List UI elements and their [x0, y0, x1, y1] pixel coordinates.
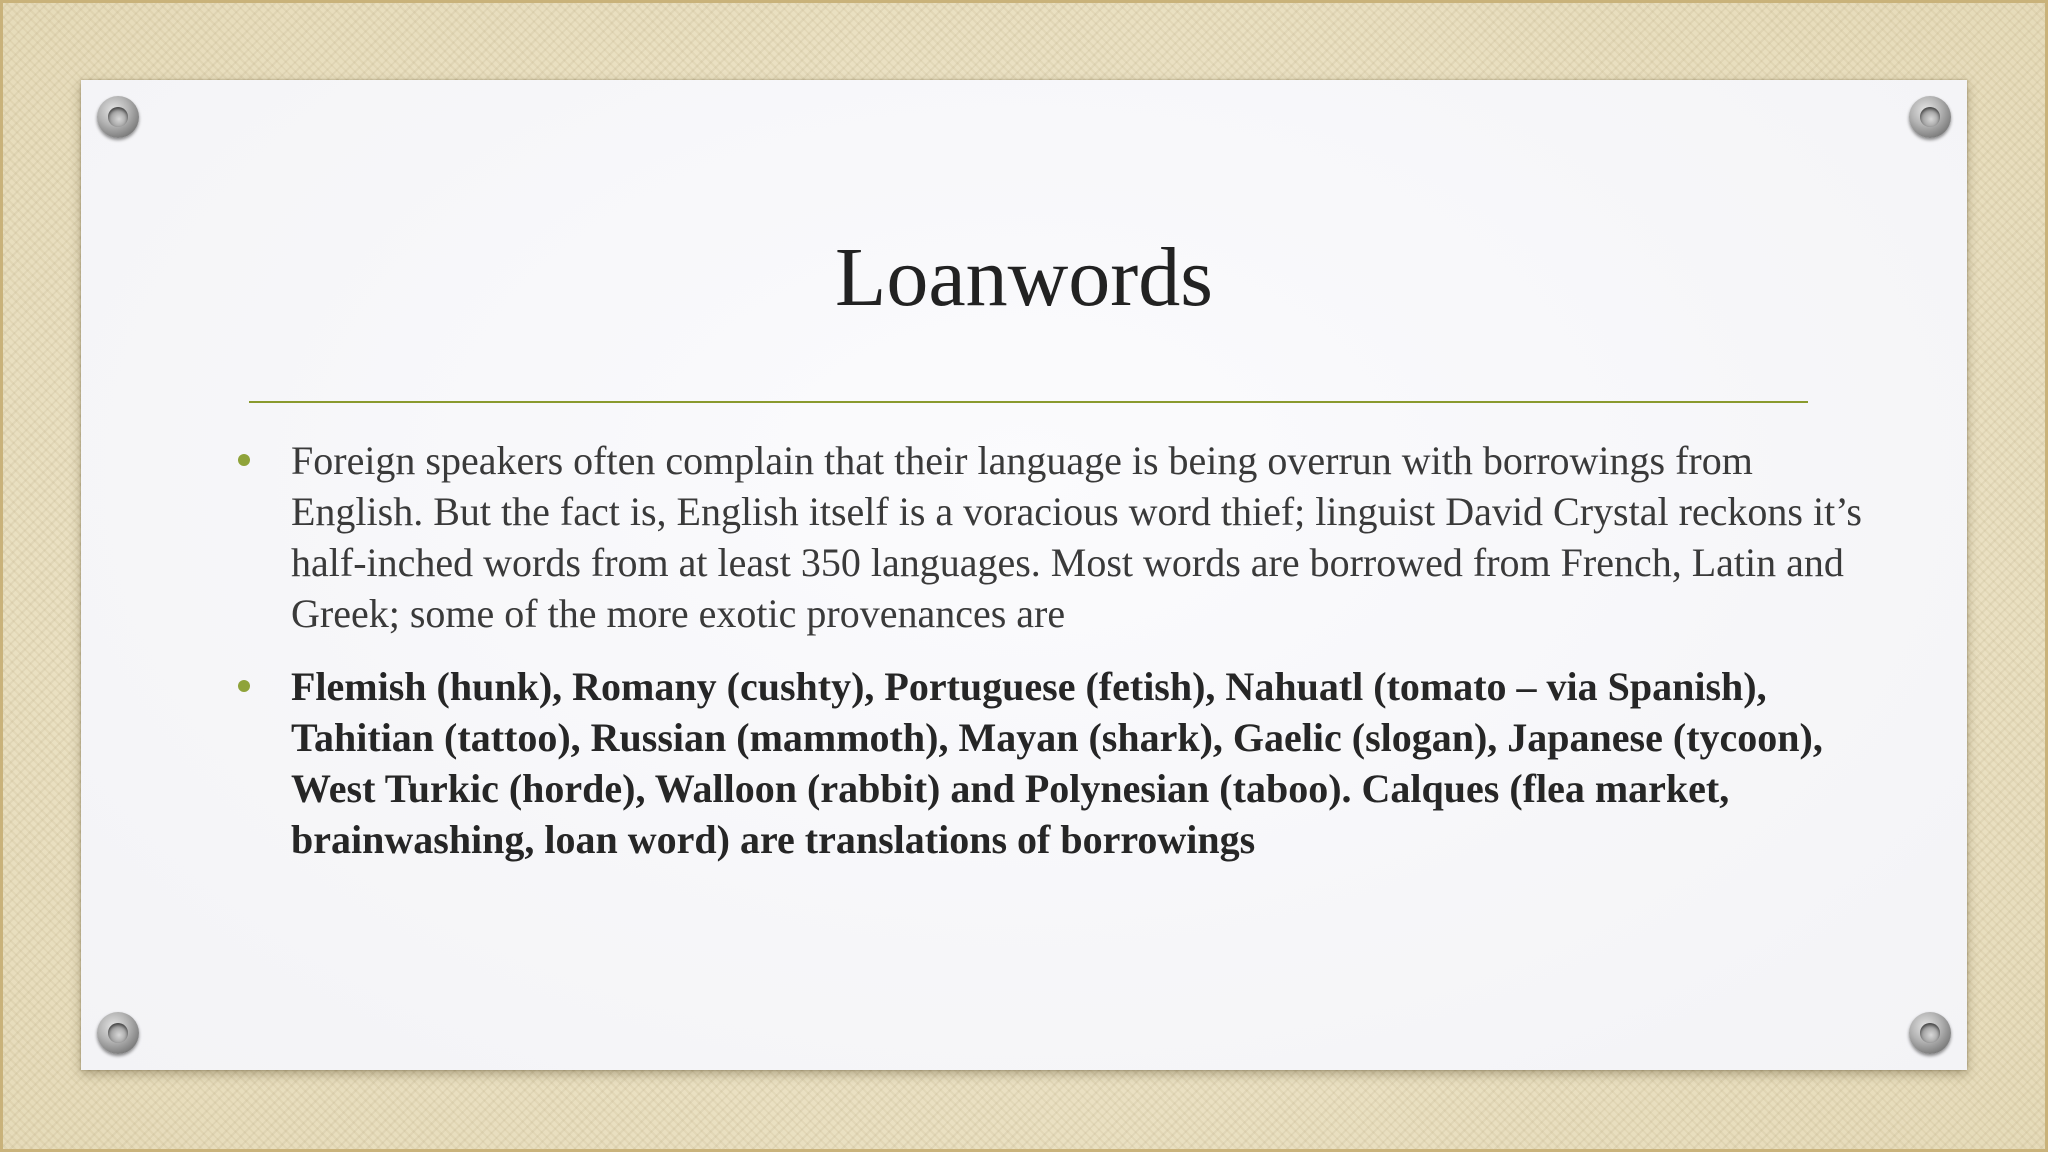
bullet-item — [291, 661, 1891, 865]
title-divider — [249, 401, 1808, 403]
grommet-icon — [1909, 96, 1951, 138]
bullet-dot-icon — [238, 680, 250, 692]
grommet-icon — [97, 1012, 139, 1054]
slide-title: Loanwords — [835, 231, 1213, 324]
bullet-text: Foreign speakers often complain that their language is being overrun with borrowings from English. But the fact is, English itself is a voracious word thief; linguist David Crystal reckons it’s half-inched words from at least 350 languages. Most words are borrowed from French, Latin and Greek; some of the more exotic provenances are — [291, 438, 1862, 636]
bullet-item — [291, 435, 1891, 639]
bullet-dot-icon — [238, 454, 250, 466]
bullet-text: Flemish (hunk), Romany (cushty), Portuguese (fetish), Nahuatl (tomato – via Spanish), Tahitian (tattoo), Russian (mammoth), Mayan (shark), Gaelic (slogan), Japanese (tycoon), West Turkic (horde), Walloon (rabbit) and Polynesian (taboo). Calques (flea market, brainwashing, loan word) are translations of borrowings — [291, 664, 1823, 862]
grommet-icon — [1909, 1012, 1951, 1054]
slide-body — [291, 435, 1891, 865]
grommet-icon — [97, 96, 139, 138]
slide-card — [81, 80, 1967, 1070]
